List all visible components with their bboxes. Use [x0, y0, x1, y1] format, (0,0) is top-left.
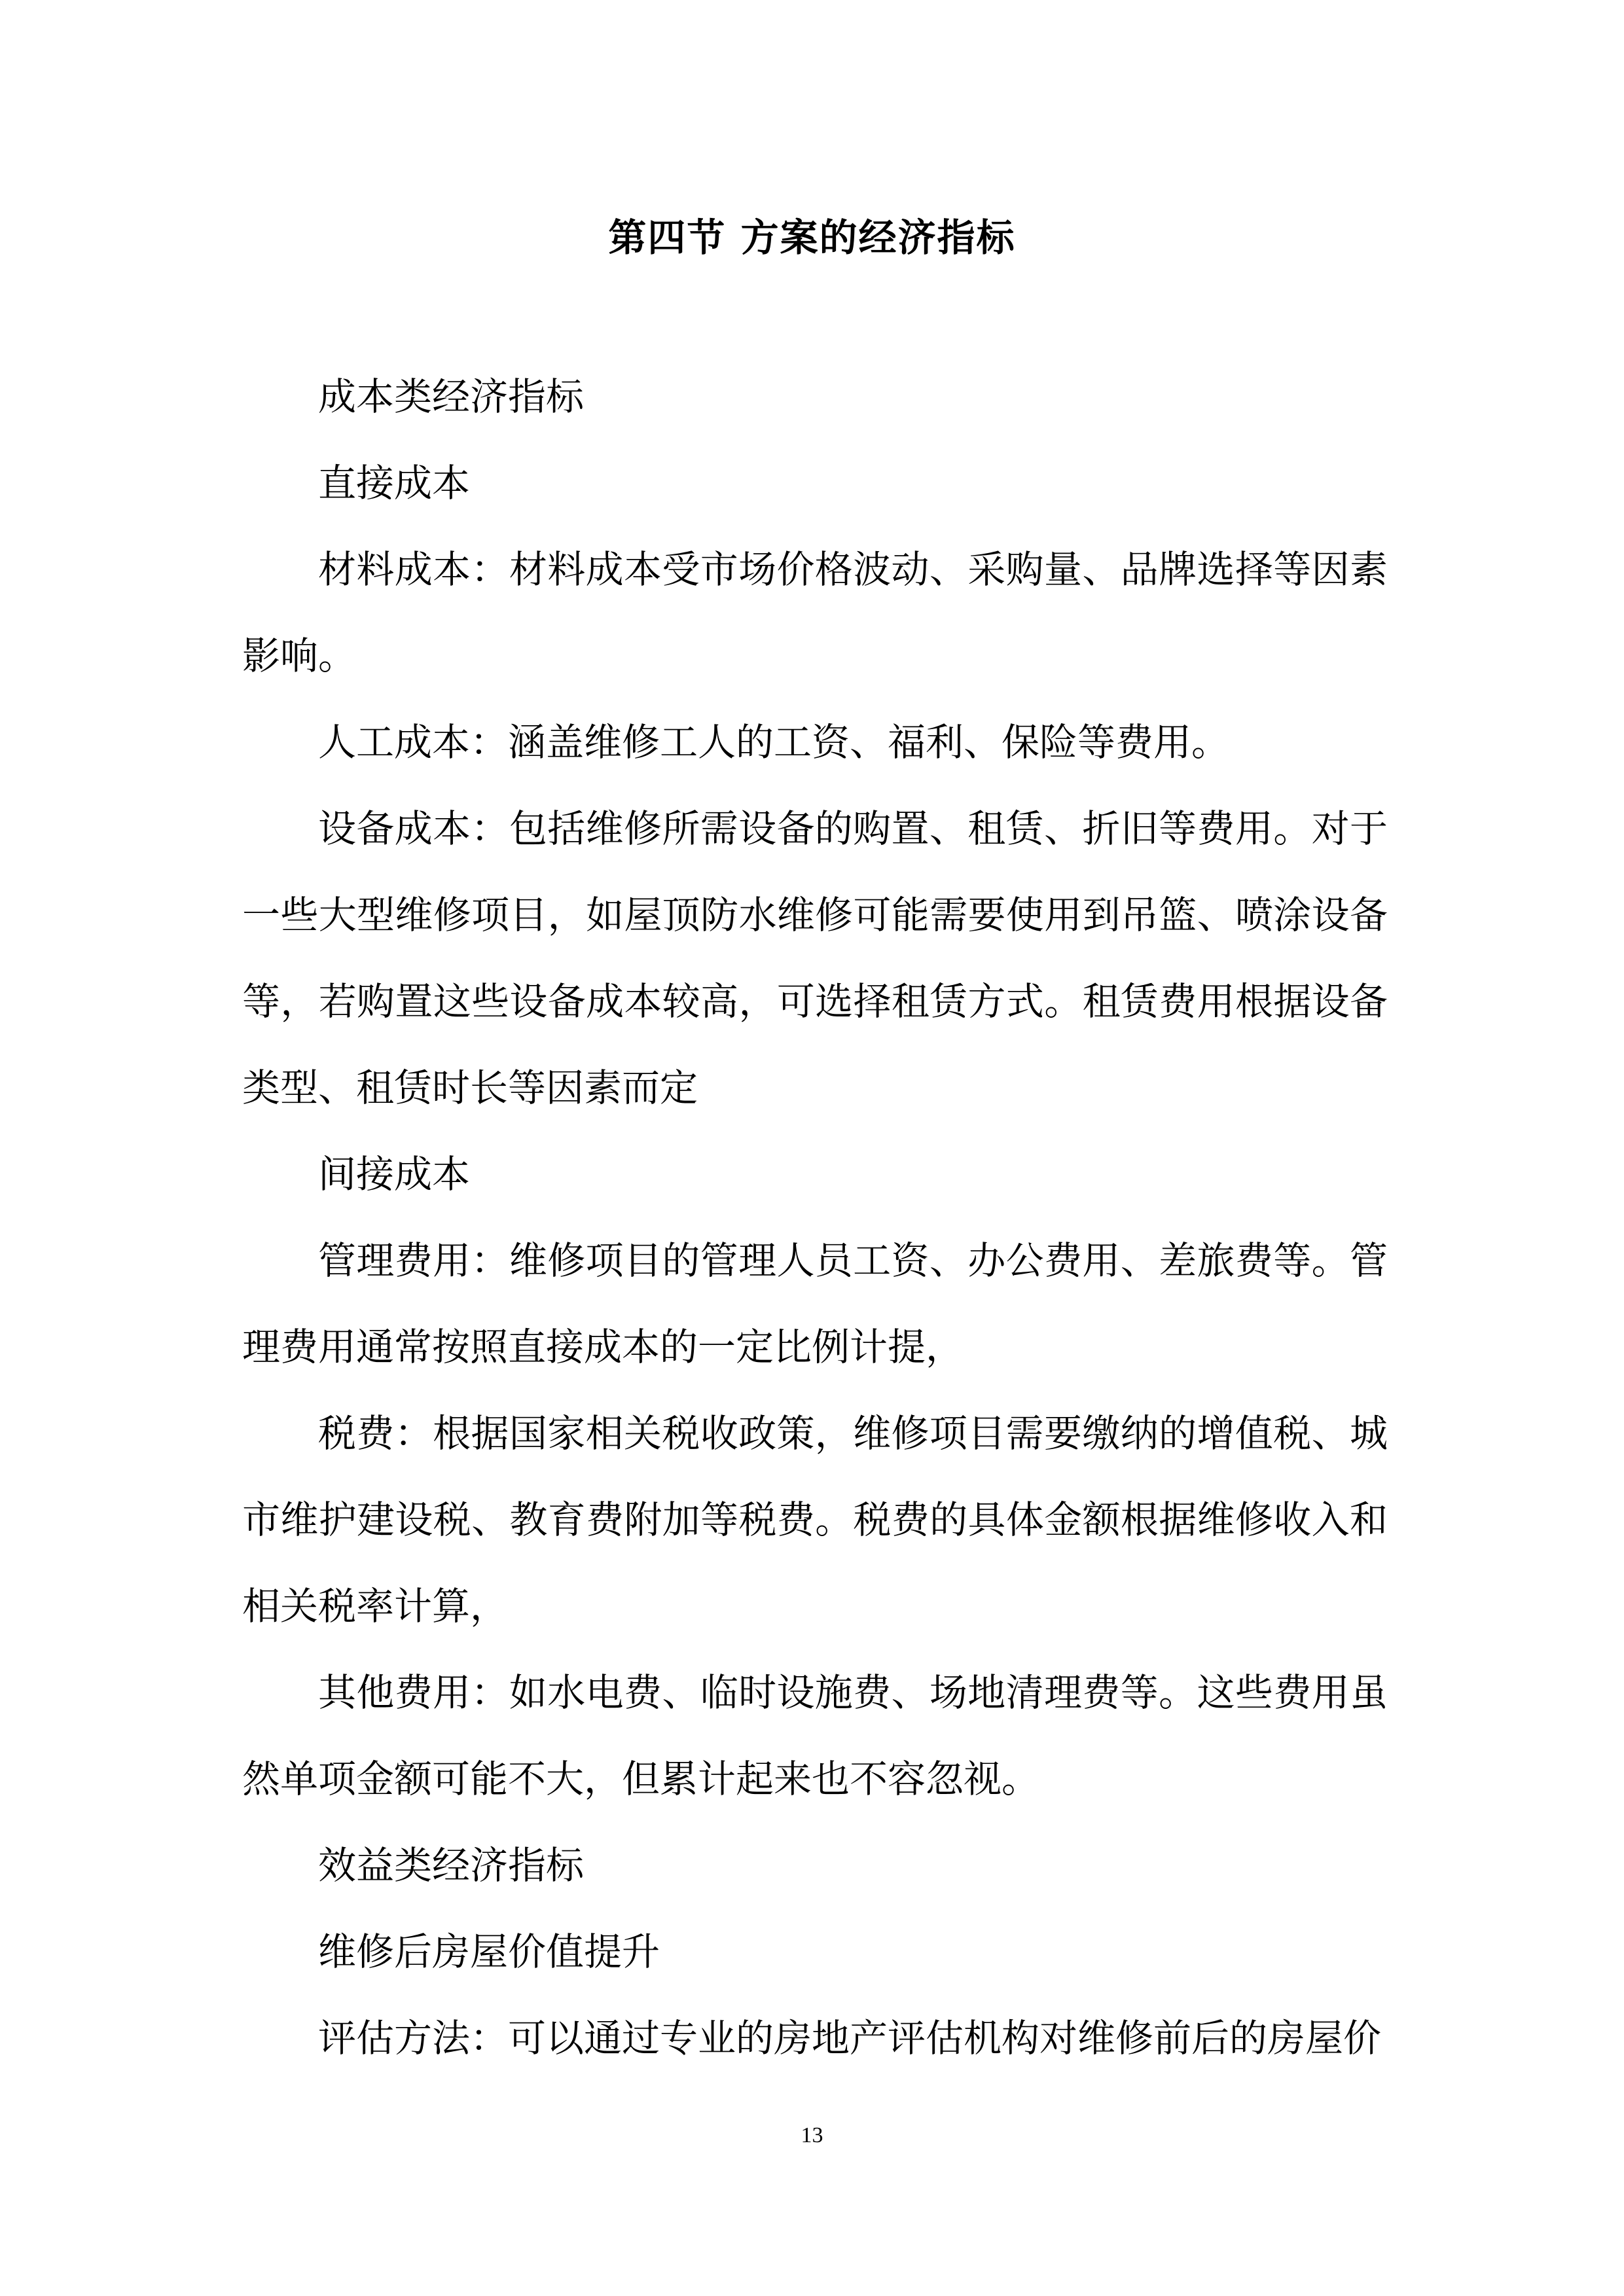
- paragraph: 管理费用：维修项目的管理人员工资、办公费用、差旅费等。管理费用通常按照直接成本的一定比例计提，: [242, 1238, 1388, 1369]
- page-number: 13: [801, 2123, 823, 2147]
- paragraph: 人工成本：涵盖维修工人的工资、福利、保险等费用。: [318, 720, 1230, 764]
- body-text: [242, 353, 1388, 2081]
- paragraph: 材料成本：材料成本受市场价格波动、采购量、品牌选择等因素影响。: [242, 547, 1388, 678]
- paragraph: 评估方法：可以通过专业的房地产评估机构对维修前后的房屋价: [318, 2016, 1382, 2060]
- paragraph: 维修后房屋价值提升: [318, 1929, 660, 1974]
- section-heading: 第四节 方案的经济指标: [608, 215, 1016, 260]
- paragraph: 间接成本: [318, 1152, 471, 1196]
- paragraph: 效益类经济指标: [318, 1843, 585, 1888]
- paragraph: 其他费用：如水电费、临时设施费、场地清理费等。这些费用虽然单项金额可能不大，但累计起来也不容忽视。: [242, 1670, 1388, 1801]
- paragraph: 直接成本: [318, 461, 471, 505]
- paragraph: 成本类经济指标: [318, 374, 585, 419]
- paragraph: 税费：根据国家相关税收政策，维修项目需要缴纳的增值税、城市维护建设税、教育费附加等税费。税费的具体金额根据维修收入和相关税率计算，: [242, 1411, 1388, 1628]
- paragraph: 设备成本：包括维修所需设备的购置、租赁、折旧等费用。对于一些大型维修项目，如屋顶防水维修可能需要使用到吊篮、喷涂设备等，若购置这些设备成本较高，可选择租赁方式。租赁费用根据设备类型、租赁时长等因素而定: [242, 806, 1388, 1110]
